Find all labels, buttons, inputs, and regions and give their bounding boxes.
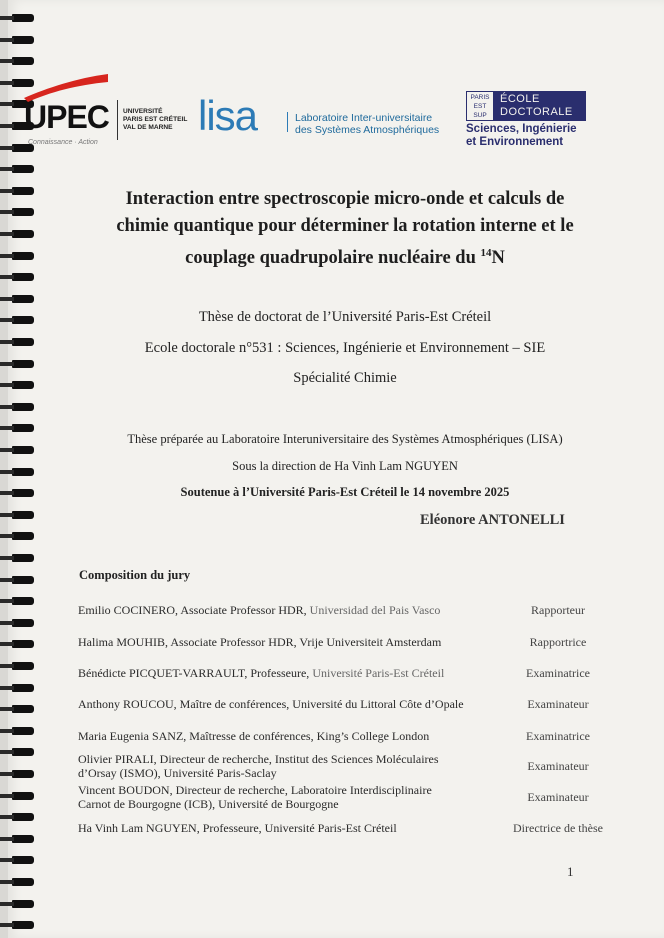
binding-ring — [12, 252, 34, 260]
jury-member: Olivier PIRALI, Directeur de recherche, Institut des Sciences Moléculaires d’Orsay (ISMO), Université Paris-Saclay Examinateur — [78, 752, 618, 782]
binding-ring — [12, 684, 34, 692]
binding-ring — [12, 748, 34, 756]
binding-ring — [12, 381, 34, 389]
binding-ring — [12, 295, 34, 303]
binding-ring — [12, 57, 34, 65]
binding-ring — [12, 360, 34, 368]
upec-university-name: UNIVERSITÉ PARIS EST CRÉTEIL VAL DE MARNE — [123, 108, 188, 131]
upec-logo-swoosh — [22, 72, 110, 102]
defense-statement: Soutenue à l’Université Paris-Est Créteil le 14 novembre 2025 — [180, 485, 510, 499]
lisa-lab-name: Laboratoire Inter-universitaire des Systèmes Atmosphériques — [295, 112, 440, 136]
binding-ring — [12, 273, 34, 281]
jury-role: Examinatrice — [526, 729, 590, 743]
binding-ring — [12, 511, 34, 519]
author-name: Eléonore ANTONELLI — [420, 512, 565, 528]
binding-ring — [12, 208, 34, 216]
binding-ring — [12, 856, 34, 864]
binding-ring — [12, 640, 34, 648]
doctoral-school: Ecole doctorale n°531 : Sciences, Ingénierie et Environnement – SIE — [144, 340, 546, 356]
jury-role: Examinatrice — [526, 666, 590, 680]
binding-ring — [12, 165, 34, 173]
jury-role: Rapportrice — [529, 635, 587, 649]
binding-ring — [12, 835, 34, 843]
jury-role: Rapporteur — [531, 603, 585, 617]
binding-ring — [12, 316, 34, 324]
paris-est-sup-logo: PARIS EST SUP — [466, 91, 494, 121]
binding-ring — [12, 878, 34, 886]
binding-ring — [12, 813, 34, 821]
binding-ring — [12, 727, 34, 735]
jury-role: Examinateur — [527, 697, 589, 711]
page-number: 1 — [567, 864, 574, 879]
binding-ring — [12, 619, 34, 627]
upec-tagline: Connaissance · Action — [28, 139, 98, 146]
binding-ring — [12, 921, 34, 929]
binding-ring — [12, 424, 34, 432]
binding-ring — [12, 230, 34, 238]
binding-ring — [12, 554, 34, 562]
binding-ring — [12, 662, 34, 670]
binding-ring — [12, 14, 34, 22]
ecole-doctorale-subtitle: Sciences, Ingénierie et Environnement — [466, 123, 577, 148]
jury-role: Examinateur — [527, 759, 589, 773]
binding-ring — [12, 705, 34, 713]
binding-ring — [12, 36, 34, 44]
speciality: Spécialité Chimie — [293, 370, 397, 386]
binding-ring — [12, 792, 34, 800]
jury-role: Directrice de thèse — [513, 821, 603, 835]
binding-ring — [12, 532, 34, 540]
binding-ring — [12, 597, 34, 605]
jury-role: Examinateur — [527, 790, 589, 804]
logo-divider — [287, 112, 288, 132]
binding-ring — [12, 338, 34, 346]
thesis-title: Interaction entre spectroscopie micro-onde et calculs de chimie quantique pour déterminer la rotation interne et le couplage quadrupolaire nucléaire du $^{14}$N — [116, 189, 574, 269]
binding-ring — [12, 468, 34, 476]
upec-logo: UPEC — [24, 99, 109, 135]
binding-ring — [12, 446, 34, 454]
binding-ring — [12, 576, 34, 584]
prepared-at: Thèse préparée au Laboratoire Interuniversitaire des Systèmes Atmosphériques (LISA) — [127, 432, 563, 446]
logo-divider — [117, 100, 118, 140]
jury-member: Vincent BOUDON, Directeur de recherche, Laboratoire Interdisciplinaire Carnot de Bourgogne (ICB), Université de Bourgogne Examinateur — [78, 783, 618, 813]
binding-ring — [12, 403, 34, 411]
supervision: Sous la direction de Ha Vinh Lam NGUYEN — [232, 459, 458, 473]
jury-heading: Composition du jury — [79, 568, 191, 582]
thesis-type: Thèse de doctorat de l’Université Paris-Est Créteil — [198, 309, 492, 325]
ecole-doctorale-logo: ÉCOLE DOCTORALE — [494, 91, 586, 121]
binding-ring — [12, 770, 34, 778]
binding-ring — [12, 900, 34, 908]
binding-ring — [12, 489, 34, 497]
lisa-logo: lisa — [198, 92, 258, 139]
binding-ring — [12, 187, 34, 195]
